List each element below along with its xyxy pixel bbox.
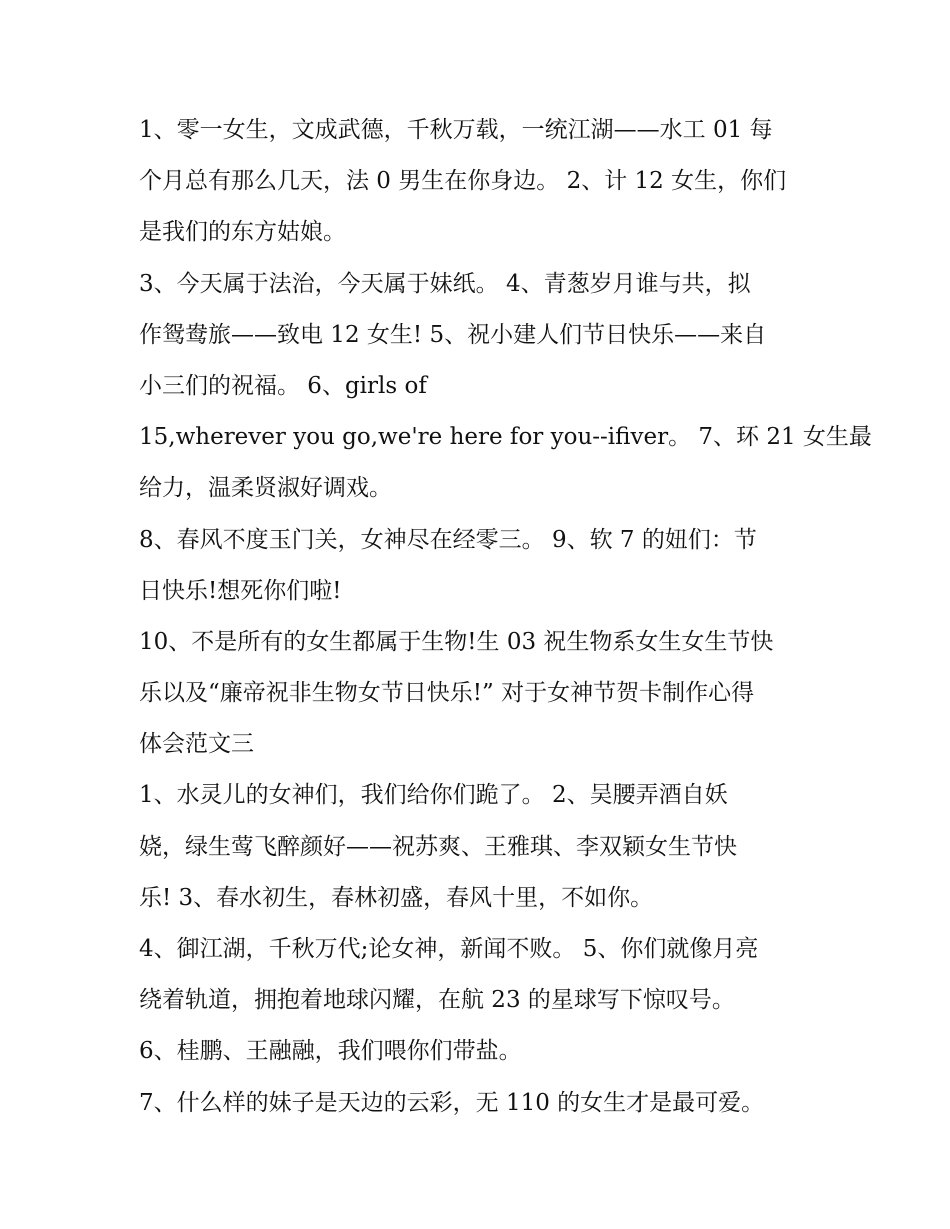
text-line: 4、御江湖，千秋万代;论女神，新闻不败。 5、你们就像月亮	[139, 936, 759, 962]
text-line: 绕着轨道，拥抱着地球闪耀，在航 23 的星球写下惊叹号。	[139, 987, 735, 1014]
text-line: 7、什么样的妹子是天边的云彩，无 110 的女生才是最可爱。	[139, 1089, 765, 1116]
document-body	[139, 105, 872, 1129]
text-line: 小三们的祝福。 6、girls of	[139, 372, 427, 399]
text-line: 给力，温柔贤淑好调戏。	[139, 475, 392, 502]
text-line: 乐以及“廉帝祝非生物女节日快乐!” 对于女神节贺卡制作心得	[139, 680, 755, 707]
text-line: 是我们的东方姑娘。	[139, 219, 346, 246]
section-title: 体会范文三	[139, 731, 254, 758]
text-line: 10、不是所有的女生都属于生物!生 03 祝生物系女生女生节快	[139, 628, 774, 655]
text-line: 1、水灵儿的女神们，我们给你们跪了。 2、吴腰弄酒自妖	[139, 782, 728, 809]
text-line: 8、春风不度玉门关，女神尽在经零三。 9、软 7 的妞们：节	[139, 526, 757, 553]
text-line: 15,wherever you go,we're here for you--ifiver。 7、环 21 女生最	[139, 424, 872, 451]
text-line: 1、零一女生，文成武德，千秋万载，一统江湖——水工 01 每	[139, 117, 773, 143]
text-line: 6、桂鹏、王融融，我们喂你们带盐。	[139, 1038, 522, 1065]
text-line: 3、今天属于法治，今天属于妹纸。 4、青葱岁月谁与共，拟	[139, 270, 751, 297]
text-line: 娆，绿生莺飞醉颜好——祝苏爽、王雅琪、李双颖女生节快	[139, 833, 737, 860]
text-line: 作鸳鸯旅——致电 12 女生! 5、祝小建人们节日快乐——来自	[139, 321, 767, 348]
text-line: 乐! 3、春水初生，春林初盛，春风十里，不如你。	[139, 884, 654, 911]
text-line: 个月总有那么几天，法 0 男生在你身边。 2、计 12 女生，你们	[139, 168, 787, 195]
text-line: 日快乐!想死你们啦!	[139, 577, 342, 604]
